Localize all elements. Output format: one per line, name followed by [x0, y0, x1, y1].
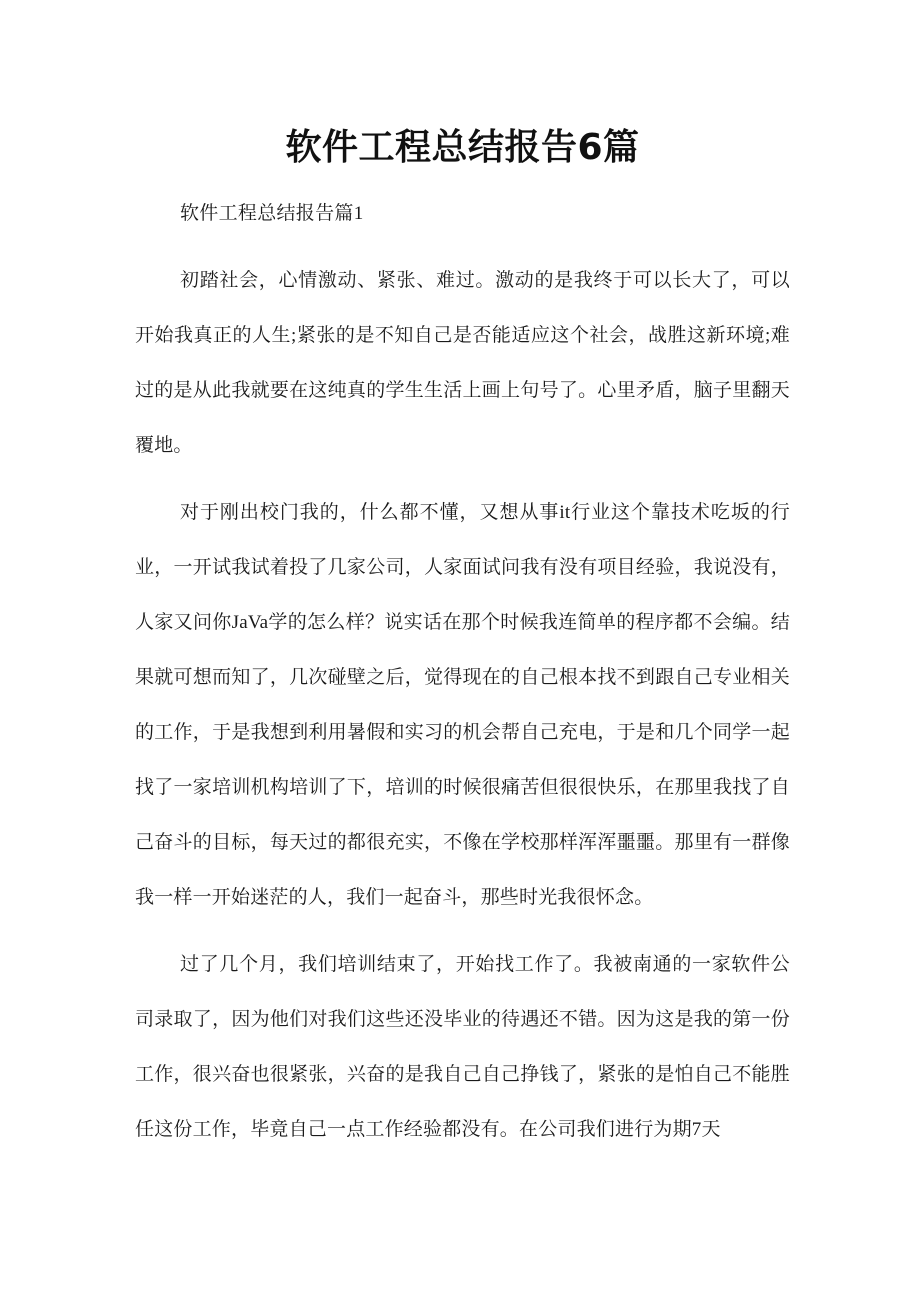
paragraph: 初踏社会，心情激动、紧张、难过。激动的是我终于可以长大了，可以开始我真正的人生;紧张的是不知自己是否能适应这个社会，战胜这新环境;难过的是从此我就要在这纯真的学生生活上画上句号了。心里矛盾，脑子里翻天覆地。 [135, 270, 790, 456]
document-content [0, 126, 920, 1157]
paragraph: 过了几个月，我们培训结束了，开始找工作了。我被南通的一家软件公司录取了，因为他们对我们这些还没毕业的待遇还不错。因为这是我的第一份工作，很兴奋也很紧张，兴奋的是我自己自己挣钱了，紧张的是怕自己不能胜任这份工作，毕竟自己一点工作经验都没有。在公司我们进行为期7天 [135, 954, 790, 1140]
paragraph: 对于刚出校门我的，什么都不懂，又想从事it行业这个靠技术吃坂的行业，一开试我试着投了几家公司，人家面试问我有没有项目经验，我说没有，人家又问你JaVa学的怎么样？说实话在那个时候我连简单的程序都不会编。结果就可想而知了，几次碰壁之后，觉得现在的自己根本找不到跟自己专业相关的工作，于是我想到利用暑假和实习的机会帮自己充电，于是和几个同学一起找了一家培训机构培训了下，培训的时候很痛苦但很很快乐，在那里我找了自己奋斗的目标，每天过的都很充实，不像在学校那样浑浑噩噩。那里有一群像我一样一开始迷茫的人，我们一起奋斗，那些时光我很怀念。 [135, 502, 790, 908]
document-title: 软件工程总结报告6篇 [285, 127, 640, 168]
section-heading: 软件工程总结报告篇1 [180, 203, 364, 224]
